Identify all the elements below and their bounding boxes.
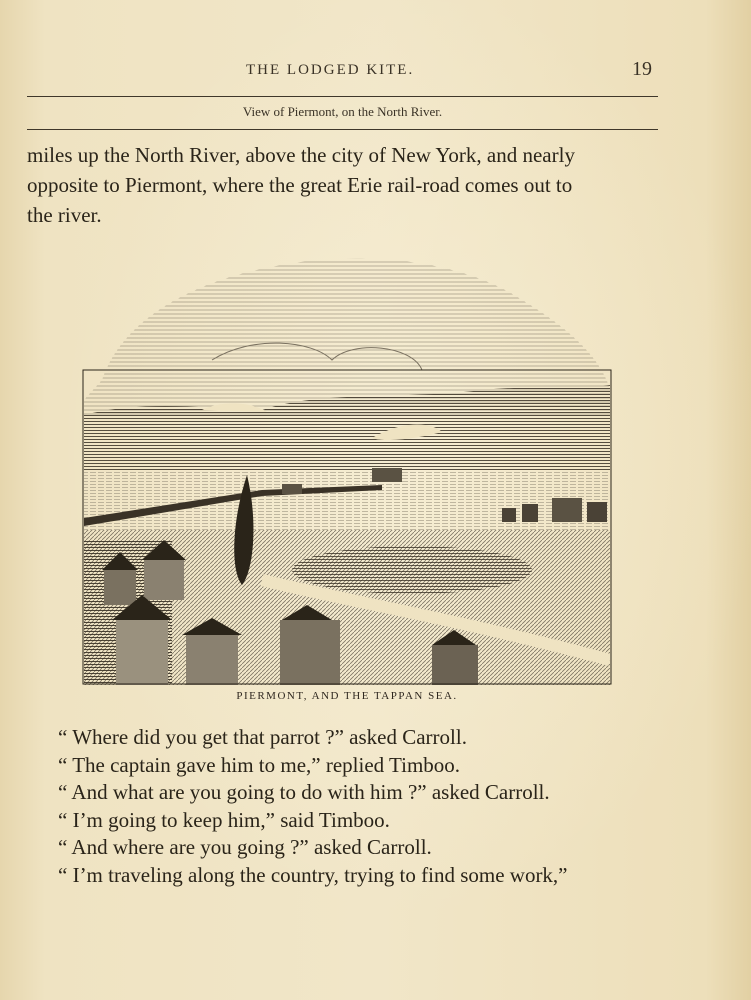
engraving-landscape-icon — [82, 240, 612, 685]
dialogue-line: “ Where did you get that parrot ?” asked Carroll. — [58, 725, 467, 749]
header-rule-top — [27, 96, 658, 97]
header-rule-bottom — [27, 129, 658, 130]
dialogue-line: “ And where are you going ?” asked Carroll. — [58, 835, 432, 859]
paragraph-line: miles up the North River, above the city of New York, and nearly — [27, 143, 575, 167]
dialogue-line: “ I’m traveling along the country, trying to find some work,” — [58, 862, 568, 887]
dialogue-line: “ The captain gave him to me,” replied Timboo. — [58, 752, 461, 777]
page-number: 19 — [632, 58, 652, 80]
body-paragraph — [27, 140, 667, 230]
dialogue-line: “ I’m going to keep him,” said Timboo. — [58, 807, 390, 832]
dialogue-block — [58, 724, 698, 889]
running-header — [0, 58, 751, 86]
engraving-illustration — [82, 240, 612, 685]
header-caption: View of Piermont, on the North River. — [242, 104, 443, 119]
paragraph-line: opposite to Piermont, where the great Erie rail-road comes out to — [27, 173, 573, 197]
running-title: THE LODGED KITE. — [246, 62, 415, 78]
paragraph-line: the river. — [27, 203, 102, 227]
figure-caption: PIERMONT, AND THE TAPPAN SEA. — [236, 690, 458, 702]
dialogue-line: “ And what are you going to do with him ?” asked Carroll. — [58, 780, 550, 804]
